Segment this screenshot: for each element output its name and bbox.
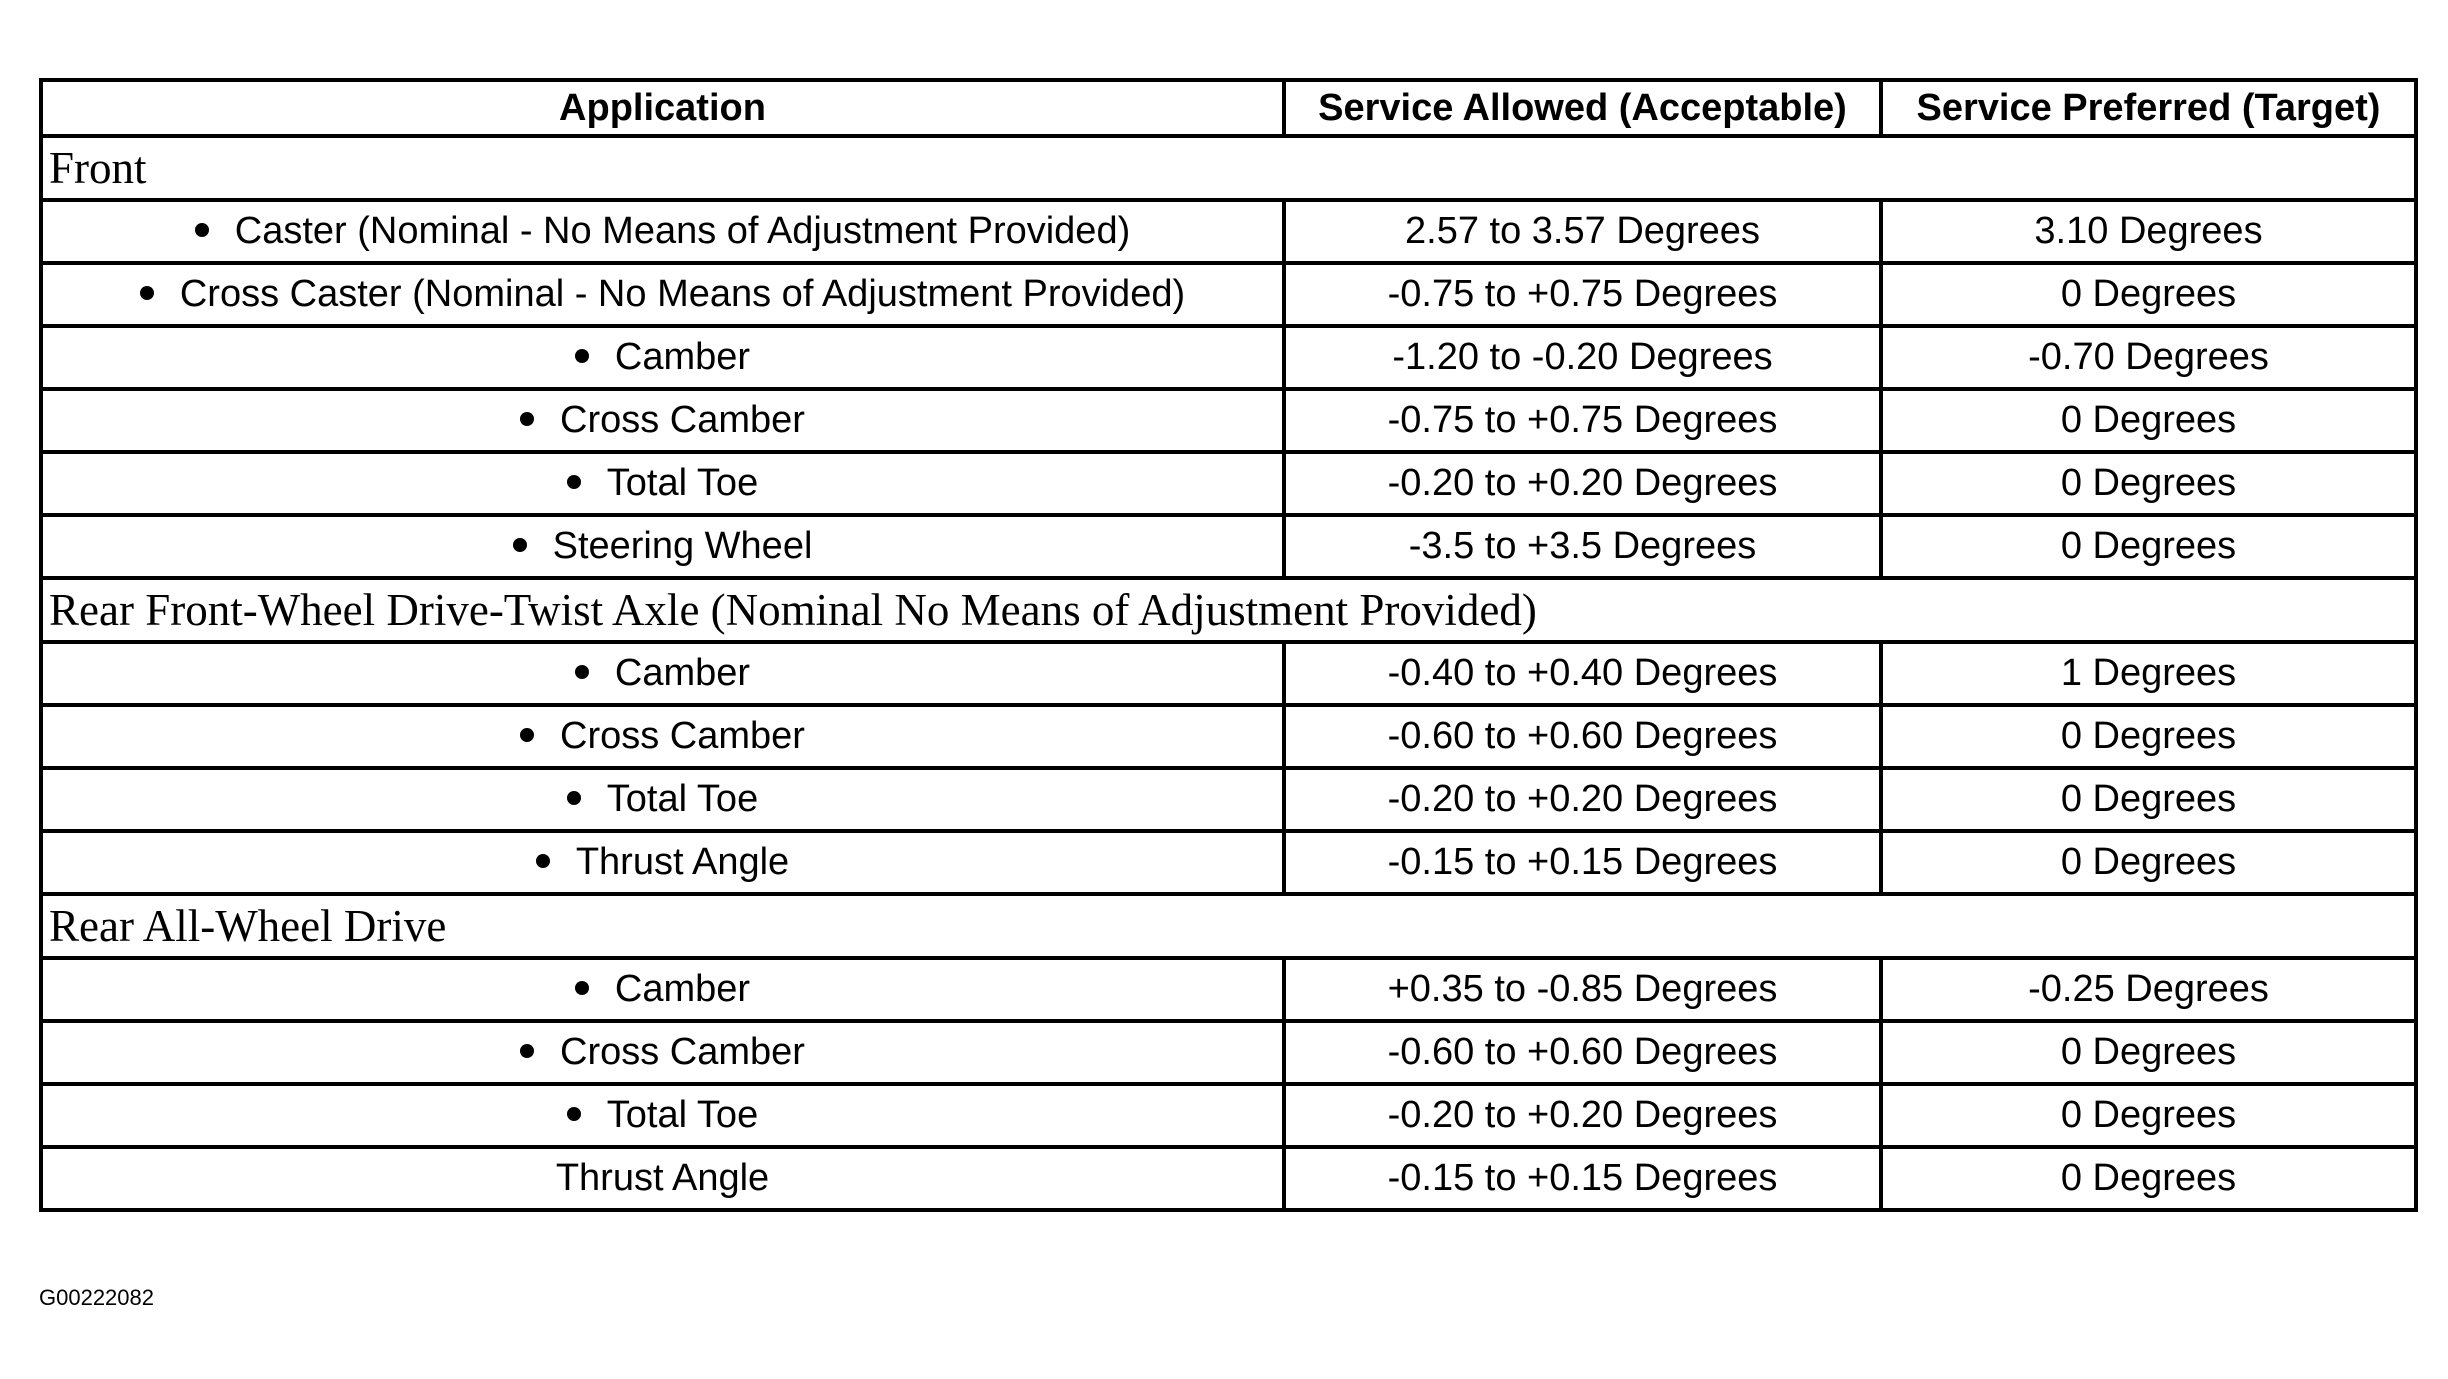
service-allowed-cell: -0.60 to +0.60 Degrees [1284, 705, 1881, 768]
table-row [41, 831, 2416, 894]
application-cell [41, 515, 1284, 578]
service-preferred-cell: 0 Degrees [1881, 515, 2416, 578]
service-allowed-cell: -0.15 to +0.15 Degrees [1284, 831, 1881, 894]
header-service-allowed: Service Allowed (Acceptable) [1284, 80, 1881, 136]
service-allowed-cell: -0.75 to +0.75 Degrees [1284, 389, 1881, 452]
application-label: Camber [614, 968, 751, 1010]
bullet-icon [567, 475, 581, 489]
application-label: Camber [614, 652, 751, 694]
table-row [41, 1021, 2416, 1084]
service-preferred-cell: 0 Degrees [1881, 263, 2416, 326]
table-row [41, 1084, 2416, 1147]
application-label: Cross Camber [560, 1031, 805, 1073]
application-label: Caster (Nominal - No Means of Adjustment Provided) [234, 210, 1131, 252]
bullet-icon [520, 1044, 534, 1058]
table-row [41, 326, 2416, 389]
section-title: Front [41, 136, 2416, 200]
application-cell [41, 1147, 1284, 1210]
bullet-icon [520, 728, 534, 742]
application-cell [41, 958, 1284, 1021]
service-allowed-cell: -0.20 to +0.20 Degrees [1284, 1084, 1881, 1147]
service-allowed-cell: -0.75 to +0.75 Degrees [1284, 263, 1881, 326]
application-cell [41, 389, 1284, 452]
application-label: Total Toe [606, 1094, 759, 1136]
table-body [41, 136, 2416, 1210]
service-allowed-cell: -0.60 to +0.60 Degrees [1284, 1021, 1881, 1084]
service-allowed-cell: -0.40 to +0.40 Degrees [1284, 642, 1881, 705]
table-row [41, 515, 2416, 578]
alignment-specifications-table [39, 78, 2418, 1212]
application-cell [41, 263, 1284, 326]
application-cell [41, 452, 1284, 515]
application-cell [41, 642, 1284, 705]
service-preferred-cell: 0 Degrees [1881, 389, 2416, 452]
service-allowed-cell: -0.20 to +0.20 Degrees [1284, 768, 1881, 831]
application-cell [41, 326, 1284, 389]
service-allowed-cell: -0.15 to +0.15 Degrees [1284, 1147, 1881, 1210]
application-cell [41, 768, 1284, 831]
table-row [41, 958, 2416, 1021]
table-row [41, 642, 2416, 705]
section-row [41, 894, 2416, 958]
application-cell [41, 705, 1284, 768]
section-row [41, 136, 2416, 200]
service-preferred-cell: 0 Degrees [1881, 1147, 2416, 1210]
service-allowed-cell: -1.20 to -0.20 Degrees [1284, 326, 1881, 389]
bullet-icon [140, 286, 154, 300]
table-row [41, 705, 2416, 768]
application-label: Camber [614, 336, 751, 378]
service-preferred-cell: -0.25 Degrees [1881, 958, 2416, 1021]
bullet-icon [575, 981, 589, 995]
table-row [41, 452, 2416, 515]
bullet-icon [567, 1107, 581, 1121]
application-cell [41, 1021, 1284, 1084]
service-preferred-cell: 1 Degrees [1881, 642, 2416, 705]
service-allowed-cell: 2.57 to 3.57 Degrees [1284, 200, 1881, 263]
table-row [41, 389, 2416, 452]
application-cell [41, 831, 1284, 894]
application-cell [41, 200, 1284, 263]
application-cell [41, 1084, 1284, 1147]
bullet-icon [520, 412, 534, 426]
section-title: Rear Front-Wheel Drive-Twist Axle (Nominal No Means of Adjustment Provided) [41, 578, 2416, 642]
application-label: Total Toe [606, 778, 759, 820]
figure-code: G00222082 [39, 1285, 154, 1310]
bullet-icon [575, 349, 589, 363]
application-label: Cross Camber [560, 715, 805, 757]
bullet-icon [513, 538, 527, 552]
application-label: Steering Wheel [552, 525, 813, 567]
service-allowed-cell: +0.35 to -0.85 Degrees [1284, 958, 1881, 1021]
service-preferred-cell: 0 Degrees [1881, 452, 2416, 515]
service-preferred-cell: 0 Degrees [1881, 1084, 2416, 1147]
service-preferred-cell: 0 Degrees [1881, 768, 2416, 831]
service-preferred-cell: -0.70 Degrees [1881, 326, 2416, 389]
section-title: Rear All-Wheel Drive [41, 894, 2416, 958]
header-application: Application [41, 80, 1284, 136]
table-row [41, 263, 2416, 326]
service-preferred-cell: 0 Degrees [1881, 1021, 2416, 1084]
application-label: Cross Camber [560, 399, 805, 441]
header-service-preferred: Service Preferred (Target) [1881, 80, 2416, 136]
bullet-icon [567, 791, 581, 805]
service-allowed-cell: -3.5 to +3.5 Degrees [1284, 515, 1881, 578]
service-preferred-cell: 0 Degrees [1881, 705, 2416, 768]
bullet-icon [575, 665, 589, 679]
bullet-icon [195, 223, 209, 237]
application-label: Thrust Angle [575, 841, 790, 883]
service-allowed-cell: -0.20 to +0.20 Degrees [1284, 452, 1881, 515]
application-label: Thrust Angle [555, 1157, 770, 1199]
application-label: Cross Caster (Nominal - No Means of Adjustment Provided) [179, 273, 1186, 315]
header-row [41, 80, 2416, 136]
table-row [41, 768, 2416, 831]
section-row [41, 578, 2416, 642]
service-preferred-cell: 0 Degrees [1881, 831, 2416, 894]
table-row [41, 1147, 2416, 1210]
service-preferred-cell: 3.10 Degrees [1881, 200, 2416, 263]
bullet-icon [536, 854, 550, 868]
application-label: Total Toe [606, 462, 759, 504]
table-row [41, 200, 2416, 263]
